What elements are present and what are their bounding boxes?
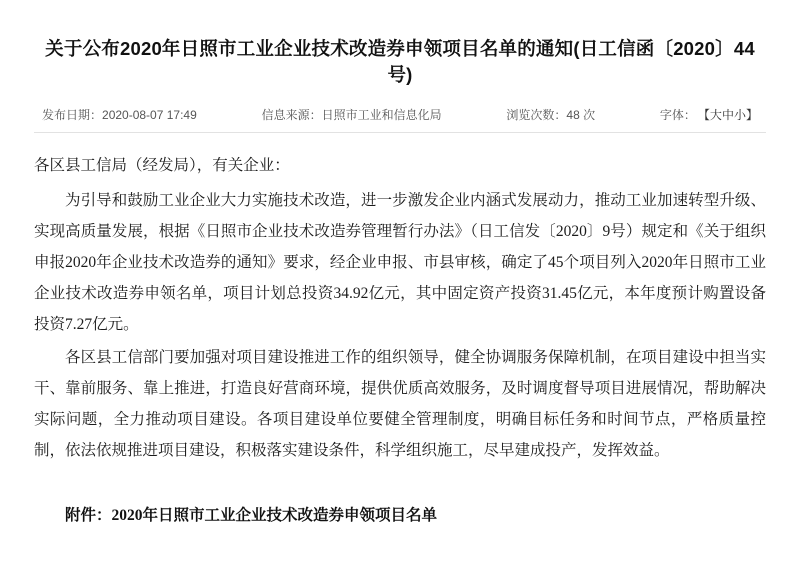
document-page	[0, 12, 800, 561]
publish-date-label: 发布日期：	[42, 108, 103, 123]
document-body	[34, 133, 766, 531]
source-label: 信息来源：	[261, 108, 322, 123]
font-size-control[interactable]	[660, 106, 758, 123]
paragraph-1: 为引导和鼓励工业企业大力实施技术改造，进一步激发企业内涵式发展动力，推动工业加速转型升级、实现高质量发展，根据《日照市企业技术改造券管理暂行办法》（日工信发〔2020〕9号）规定和《关于组织申报2020年企业技术改造券的通知》要求，经企业申报、市县审核，确定了45个项目列入2020年日照市工业企业技术改造券申领名单，项目计划总投资34.92亿元，其中固定资产投资31.45亿元，本年度预计购置设备投资7.27亿元。	[34, 192, 766, 334]
view-count	[506, 106, 595, 123]
font-size-small-button[interactable]: 小	[733, 108, 746, 123]
font-size-bracket-open: 【	[697, 108, 710, 123]
font-size-label: 字体：	[659, 108, 696, 123]
font-size-large-button[interactable]: 大	[709, 108, 722, 123]
page-title: 关于公布2020年日照市工业企业技术改造券申领项目名单的通知(日工信函〔2020〕44号)	[45, 38, 755, 86]
publish-date-value: 2020-08-07 17:49	[102, 108, 197, 123]
font-size-medium-button[interactable]: 中	[721, 108, 734, 123]
attachment-label: 附件：	[65, 507, 112, 525]
salutation: 各区县工信局（经发局），有关企业：	[34, 157, 290, 175]
paragraph-2: 各区县工信部门要加强对项目建设推进工作的组织领导，健全协调服务保障机制，在项目建设中担当实干、靠前服务、靠上推进，打造良好营商环境，提供优质高效服务，及时调度督导项目进展情况，帮助解决实际问题，全力推动项目建设。各项目建设单位要健全管理制度，明确目标任务和时间节点，严格质量控制，依法依规推进项目建设，积极落实建设条件，科学组织施工，尽早建成投产，发挥效益。	[34, 349, 766, 460]
source-value: 日照市工业和信息化局	[321, 108, 442, 123]
attachment-name: 2020年日照市工业企业技术改造券申领项目名单	[111, 507, 438, 525]
document-meta-bar	[34, 106, 766, 133]
view-count-value: 48 次	[566, 108, 596, 123]
font-size-options[interactable]	[698, 106, 758, 123]
font-size-bracket-close: 】	[745, 108, 758, 123]
view-count-label: 浏览次数：	[506, 108, 567, 123]
attachment-line	[34, 500, 766, 531]
publish-date	[42, 106, 197, 123]
source	[262, 106, 442, 123]
